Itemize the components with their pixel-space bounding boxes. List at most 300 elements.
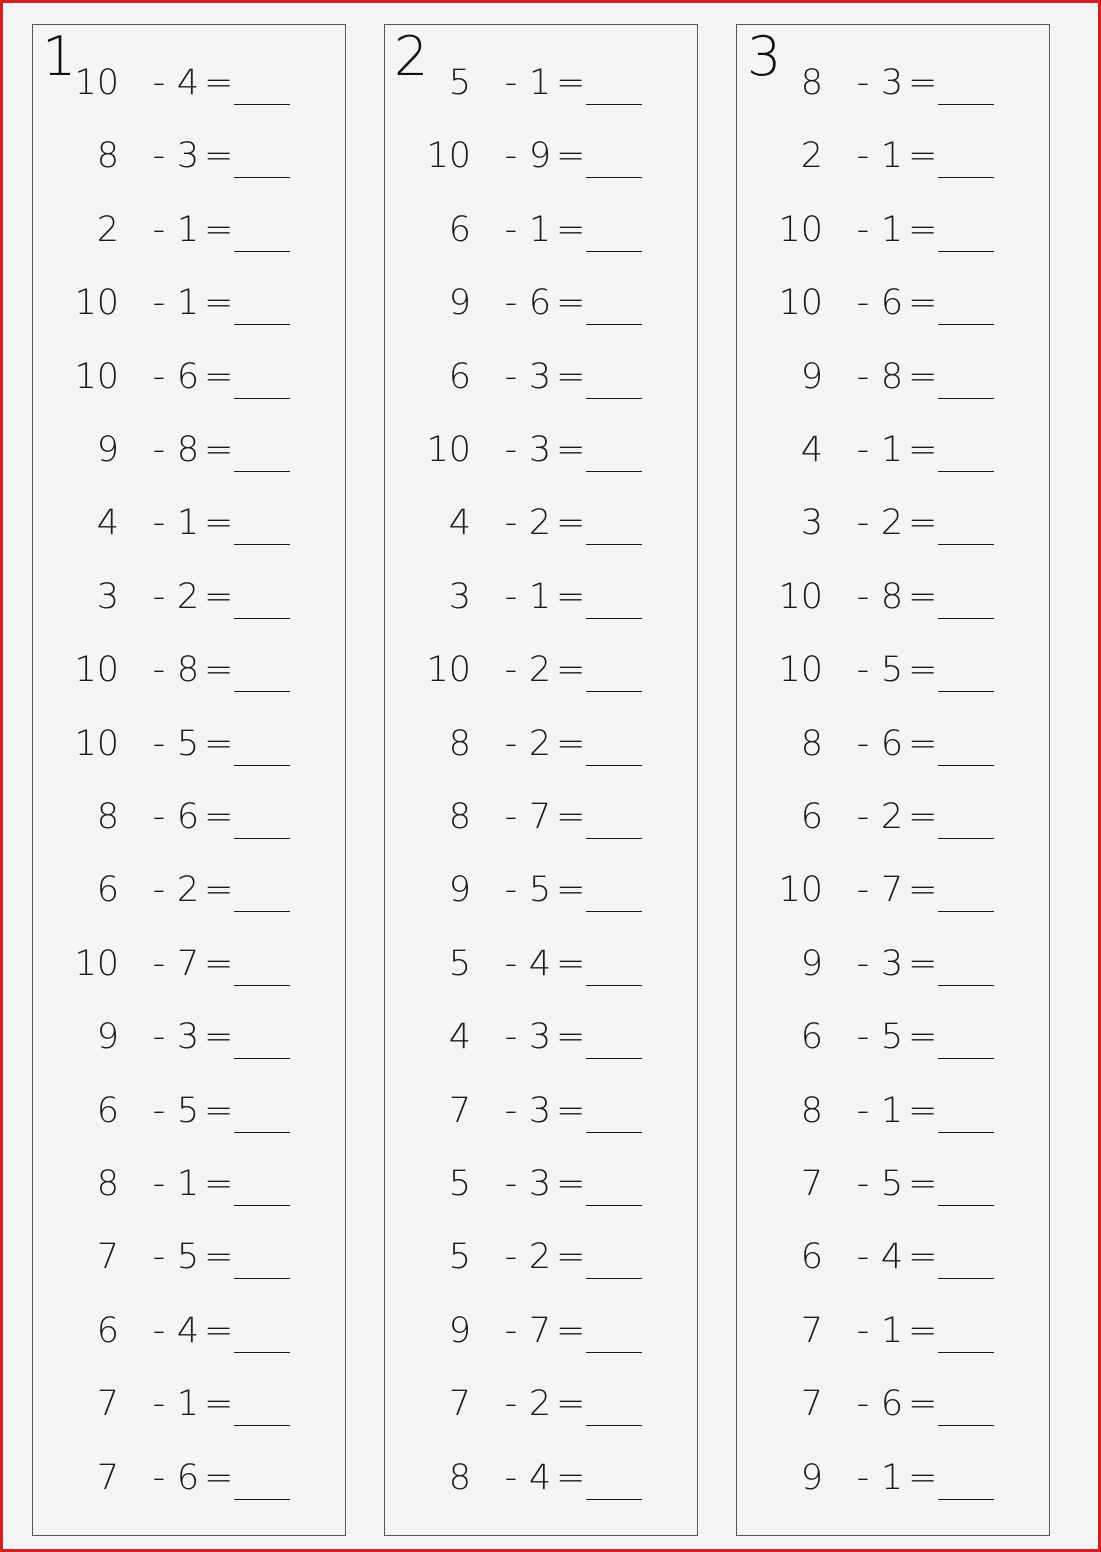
problem-row: [385, 130, 697, 190]
problem-row: [33, 57, 345, 117]
equals-sign: =: [556, 1090, 586, 1131]
subtrahend: 6: [176, 356, 200, 397]
minuend: 10: [778, 650, 823, 691]
answer-blank[interactable]: [938, 104, 994, 105]
subtrahend: 1: [528, 209, 552, 250]
subtrahend: 7: [176, 943, 200, 984]
operator: -: [152, 1384, 166, 1425]
equals-sign: =: [204, 1457, 234, 1498]
minuend: 9: [800, 356, 823, 397]
problem-row: [33, 1452, 345, 1512]
equals-sign: =: [204, 136, 234, 177]
answer-blank[interactable]: [938, 398, 994, 399]
problem-row: [737, 1305, 1049, 1365]
problem-row: [385, 1305, 697, 1365]
subtrahend: 4: [176, 63, 200, 103]
operator: -: [152, 1090, 166, 1131]
operator: -: [856, 1384, 870, 1425]
answer-blank[interactable]: [234, 471, 290, 472]
subtrahend: 2: [528, 1237, 552, 1278]
minuend: 3: [96, 576, 119, 617]
equals-sign: =: [204, 1017, 234, 1058]
problem-row: [33, 204, 345, 264]
equals-sign: =: [204, 283, 234, 324]
minuend: 8: [800, 723, 823, 764]
equals-sign: =: [204, 430, 234, 470]
equals-sign: =: [556, 650, 586, 691]
minuend: 9: [448, 870, 471, 911]
operator: -: [504, 136, 518, 177]
answer-blank[interactable]: [938, 1132, 994, 1133]
problem-row: [737, 791, 1049, 851]
operator: -: [856, 797, 870, 837]
equals-sign: =: [556, 283, 586, 324]
answer-blank[interactable]: [234, 1205, 290, 1206]
minuend: 6: [96, 870, 119, 911]
problem-row: [385, 1378, 697, 1438]
problem-row: [385, 204, 697, 264]
problem-row: [737, 718, 1049, 778]
minuend: 8: [448, 1457, 471, 1498]
operator: -: [504, 576, 518, 617]
answer-blank[interactable]: [234, 1499, 290, 1500]
problem-row: [385, 644, 697, 704]
problem-row: [737, 1231, 1049, 1291]
equals-sign: =: [908, 870, 938, 911]
subtrahend: 1: [176, 283, 200, 324]
problem-row: [737, 277, 1049, 337]
answer-blank[interactable]: [938, 177, 994, 178]
equals-sign: =: [908, 209, 938, 250]
answer-blank[interactable]: [938, 765, 994, 766]
minuend: 10: [426, 650, 471, 691]
answer-blank[interactable]: [938, 251, 994, 252]
equals-sign: =: [204, 1090, 234, 1131]
minuend: 10: [778, 870, 823, 911]
equals-sign: =: [556, 576, 586, 617]
subtrahend: 3: [528, 1090, 552, 1131]
operator: -: [856, 1017, 870, 1058]
operator: -: [152, 797, 166, 837]
subtrahend: 3: [176, 136, 200, 177]
subtrahend: 5: [176, 723, 200, 764]
equals-sign: =: [204, 943, 234, 984]
answer-blank[interactable]: [938, 911, 994, 912]
answer-blank[interactable]: [938, 1352, 994, 1353]
problem-row: [385, 1085, 697, 1145]
subtrahend: 9: [528, 136, 552, 177]
minuend: 10: [778, 576, 823, 617]
problem-row: [385, 571, 697, 631]
minuend: 2: [800, 136, 823, 177]
subtrahend: 1: [880, 1457, 904, 1498]
answer-blank[interactable]: [234, 1132, 290, 1133]
answer-blank[interactable]: [234, 838, 290, 839]
minuend: 10: [74, 283, 119, 324]
minuend: 8: [96, 797, 119, 837]
answer-blank[interactable]: [234, 1058, 290, 1059]
minuend: 5: [448, 1164, 471, 1204]
minuend: 7: [96, 1384, 119, 1425]
answer-blank[interactable]: [586, 838, 642, 839]
subtrahend: 6: [176, 1457, 200, 1498]
subtrahend: 8: [176, 650, 200, 691]
minuend: 8: [800, 1090, 823, 1131]
column-number: 1: [42, 25, 77, 88]
operator: -: [504, 283, 518, 324]
minuend: 6: [96, 1310, 119, 1351]
subtrahend: 4: [176, 1310, 200, 1351]
equals-sign: =: [908, 576, 938, 617]
equals-sign: =: [204, 356, 234, 397]
minuend: 4: [448, 1017, 471, 1058]
subtrahend: 6: [880, 283, 904, 324]
subtrahend: 2: [528, 1384, 552, 1425]
operator: -: [152, 136, 166, 177]
operator: -: [856, 430, 870, 470]
subtrahend: 2: [176, 870, 200, 911]
operator: -: [504, 1164, 518, 1204]
subtrahend: 2: [528, 503, 552, 544]
answer-blank[interactable]: [938, 985, 994, 986]
operator: -: [856, 63, 870, 103]
operator: -: [152, 356, 166, 397]
equals-sign: =: [908, 356, 938, 397]
operator: -: [152, 1237, 166, 1278]
operator: -: [152, 63, 166, 103]
subtrahend: 1: [176, 1384, 200, 1425]
answer-blank[interactable]: [234, 911, 290, 912]
subtrahend: 4: [528, 943, 552, 984]
equals-sign: =: [908, 503, 938, 544]
minuend: 7: [800, 1310, 823, 1351]
answer-blank[interactable]: [234, 544, 290, 545]
subtrahend: 6: [880, 723, 904, 764]
operator: -: [152, 943, 166, 984]
operator: -: [504, 63, 518, 103]
operator: -: [504, 1457, 518, 1498]
subtrahend: 1: [880, 430, 904, 470]
problem-row: [737, 1378, 1049, 1438]
equals-sign: =: [204, 576, 234, 617]
operator: -: [856, 723, 870, 764]
problem-row: [385, 718, 697, 778]
equals-sign: =: [908, 723, 938, 764]
answer-blank[interactable]: [938, 544, 994, 545]
operator: -: [504, 1310, 518, 1351]
subtrahend: 5: [176, 1237, 200, 1278]
minuend: 8: [448, 797, 471, 837]
subtrahend: 2: [528, 650, 552, 691]
problem-row: [737, 1158, 1049, 1218]
minuend: 3: [448, 576, 471, 617]
operator: -: [856, 576, 870, 617]
minuend: 5: [448, 63, 471, 103]
equals-sign: =: [908, 283, 938, 324]
subtrahend: 3: [528, 1017, 552, 1058]
subtrahend: 1: [176, 1164, 200, 1204]
subtrahend: 5: [528, 870, 552, 911]
minuend: 9: [96, 1017, 119, 1058]
operator: -: [152, 576, 166, 617]
subtrahend: 6: [176, 797, 200, 837]
answer-blank[interactable]: [586, 1352, 642, 1353]
subtrahend: 2: [176, 576, 200, 617]
operator: -: [152, 723, 166, 764]
answer-blank[interactable]: [586, 251, 642, 252]
problem-row: [33, 718, 345, 778]
subtrahend: 1: [528, 63, 552, 103]
subtrahend: 8: [176, 430, 200, 470]
answer-blank[interactable]: [234, 765, 290, 766]
answer-blank[interactable]: [586, 1058, 642, 1059]
answer-blank[interactable]: [234, 251, 290, 252]
minuend: 6: [800, 797, 823, 837]
minuend: 8: [800, 63, 823, 103]
answer-blank[interactable]: [938, 838, 994, 839]
subtrahend: 6: [528, 283, 552, 324]
answer-blank[interactable]: [234, 398, 290, 399]
subtrahend: 1: [880, 209, 904, 250]
answer-blank[interactable]: [586, 985, 642, 986]
equals-sign: =: [556, 1384, 586, 1425]
operator: -: [856, 870, 870, 911]
problem-row: [385, 938, 697, 998]
equals-sign: =: [556, 1310, 586, 1351]
problem-row: [385, 57, 697, 117]
problem-row: [737, 57, 1049, 117]
answer-blank[interactable]: [586, 691, 642, 692]
equals-sign: =: [556, 430, 586, 470]
equals-sign: =: [908, 1164, 938, 1204]
operator: -: [504, 503, 518, 544]
answer-blank[interactable]: [586, 398, 642, 399]
answer-blank[interactable]: [586, 324, 642, 325]
operator: -: [856, 650, 870, 691]
subtrahend: 2: [880, 503, 904, 544]
minuend: 7: [448, 1384, 471, 1425]
answer-blank[interactable]: [586, 177, 642, 178]
answer-blank[interactable]: [234, 1352, 290, 1353]
equals-sign: =: [204, 650, 234, 691]
problem-row: [737, 497, 1049, 557]
minuend: 9: [448, 1310, 471, 1351]
answer-blank[interactable]: [234, 1425, 290, 1426]
operator: -: [504, 1237, 518, 1278]
equals-sign: =: [204, 1384, 234, 1425]
subtrahend: 3: [880, 63, 904, 103]
minuend: 8: [96, 136, 119, 177]
minuend: 4: [96, 503, 119, 544]
answer-blank[interactable]: [586, 471, 642, 472]
problem-row: [33, 130, 345, 190]
minuend: 7: [448, 1090, 471, 1131]
problem-row: [737, 1085, 1049, 1145]
operator: -: [504, 650, 518, 691]
operator: -: [856, 356, 870, 397]
worksheet-column-3: [736, 24, 1050, 1536]
problem-row: [385, 497, 697, 557]
problem-row: [33, 571, 345, 631]
equals-sign: =: [204, 870, 234, 911]
answer-blank[interactable]: [586, 104, 642, 105]
operator: -: [504, 356, 518, 397]
problem-row: [33, 938, 345, 998]
operator: -: [152, 870, 166, 911]
equals-sign: =: [204, 1164, 234, 1204]
column-number: 2: [394, 25, 429, 88]
minuend: 9: [800, 943, 823, 984]
answer-blank[interactable]: [234, 618, 290, 619]
problem-row: [385, 1231, 697, 1291]
equals-sign: =: [908, 1090, 938, 1131]
minuend: 10: [426, 136, 471, 177]
subtrahend: 7: [528, 1310, 552, 1351]
problem-row: [33, 644, 345, 704]
answer-blank[interactable]: [938, 324, 994, 325]
minuend: 10: [778, 209, 823, 250]
subtrahend: 4: [528, 1457, 552, 1498]
answer-blank[interactable]: [938, 1425, 994, 1426]
operator: -: [856, 943, 870, 984]
subtrahend: 7: [528, 797, 552, 837]
equals-sign: =: [204, 503, 234, 544]
minuend: 7: [96, 1237, 119, 1278]
problem-row: [33, 277, 345, 337]
answer-blank[interactable]: [938, 471, 994, 472]
problem-row: [385, 277, 697, 337]
equals-sign: =: [556, 797, 586, 837]
operator: -: [856, 209, 870, 250]
operator: -: [152, 1457, 166, 1498]
problem-row: [33, 497, 345, 557]
answer-blank[interactable]: [938, 1205, 994, 1206]
answer-blank[interactable]: [234, 324, 290, 325]
problem-row: [737, 130, 1049, 190]
answer-blank[interactable]: [586, 765, 642, 766]
problem-row: [737, 864, 1049, 924]
problem-row: [33, 1231, 345, 1291]
equals-sign: =: [908, 430, 938, 470]
answer-blank[interactable]: [234, 985, 290, 986]
answer-blank[interactable]: [938, 618, 994, 619]
subtrahend: 5: [880, 1164, 904, 1204]
equals-sign: =: [204, 209, 234, 250]
equals-sign: =: [556, 356, 586, 397]
problem-row: [33, 1305, 345, 1365]
answer-blank[interactable]: [586, 618, 642, 619]
equals-sign: =: [556, 1237, 586, 1278]
equals-sign: =: [556, 136, 586, 177]
minuend: 6: [448, 356, 471, 397]
problem-row: [737, 1452, 1049, 1512]
answer-blank[interactable]: [586, 911, 642, 912]
equals-sign: =: [204, 797, 234, 837]
equals-sign: =: [908, 1237, 938, 1278]
equals-sign: =: [908, 1384, 938, 1425]
equals-sign: =: [556, 1457, 586, 1498]
subtrahend: 3: [176, 1017, 200, 1058]
subtrahend: 7: [880, 870, 904, 911]
subtrahend: 1: [528, 576, 552, 617]
subtrahend: 3: [528, 1164, 552, 1204]
equals-sign: =: [204, 1237, 234, 1278]
problem-row: [385, 424, 697, 484]
problem-row: [385, 791, 697, 851]
worksheet-column-2: [384, 24, 698, 1536]
problem-row: [33, 791, 345, 851]
answer-blank[interactable]: [586, 1499, 642, 1500]
answer-blank[interactable]: [938, 1058, 994, 1059]
equals-sign: =: [556, 503, 586, 544]
problem-row: [737, 1011, 1049, 1071]
column-number: 3: [747, 25, 782, 88]
minuend: 8: [96, 1164, 119, 1204]
minuend: 6: [800, 1237, 823, 1278]
minuend: 6: [448, 209, 471, 250]
operator: -: [152, 283, 166, 324]
answer-blank[interactable]: [586, 1425, 642, 1426]
minuend: 10: [74, 63, 119, 103]
operator: -: [152, 430, 166, 470]
equals-sign: =: [556, 1017, 586, 1058]
answer-blank[interactable]: [234, 104, 290, 105]
minuend: 3: [800, 503, 823, 544]
problem-row: [33, 864, 345, 924]
operator: -: [856, 136, 870, 177]
minuend: 7: [800, 1384, 823, 1425]
operator: -: [504, 1017, 518, 1058]
minuend: 9: [96, 430, 119, 470]
answer-blank[interactable]: [938, 1499, 994, 1500]
problem-row: [737, 204, 1049, 264]
subtrahend: 5: [176, 1090, 200, 1131]
equals-sign: =: [908, 943, 938, 984]
answer-blank[interactable]: [586, 1205, 642, 1206]
answer-blank[interactable]: [938, 1278, 994, 1279]
operator: -: [504, 943, 518, 984]
equals-sign: =: [204, 723, 234, 764]
operator: -: [152, 1310, 166, 1351]
minuend: 8: [448, 723, 471, 764]
answer-blank[interactable]: [234, 1278, 290, 1279]
equals-sign: =: [556, 1164, 586, 1204]
answer-blank[interactable]: [234, 177, 290, 178]
operator: -: [504, 870, 518, 911]
answer-blank[interactable]: [586, 1278, 642, 1279]
minuend: 10: [74, 650, 119, 691]
operator: -: [504, 209, 518, 250]
equals-sign: =: [556, 63, 586, 103]
operator: -: [856, 1164, 870, 1204]
equals-sign: =: [556, 870, 586, 911]
subtrahend: 2: [528, 723, 552, 764]
answer-blank[interactable]: [586, 1132, 642, 1133]
equals-sign: =: [908, 797, 938, 837]
problem-row: [33, 1011, 345, 1071]
answer-blank[interactable]: [234, 691, 290, 692]
minuend: 4: [448, 503, 471, 544]
answer-blank[interactable]: [938, 691, 994, 692]
equals-sign: =: [556, 943, 586, 984]
minuend: 2: [96, 209, 119, 250]
minuend: 10: [426, 430, 471, 470]
problem-row: [385, 1011, 697, 1071]
subtrahend: 8: [880, 356, 904, 397]
operator: -: [856, 1310, 870, 1351]
answer-blank[interactable]: [586, 544, 642, 545]
equals-sign: =: [204, 63, 234, 103]
